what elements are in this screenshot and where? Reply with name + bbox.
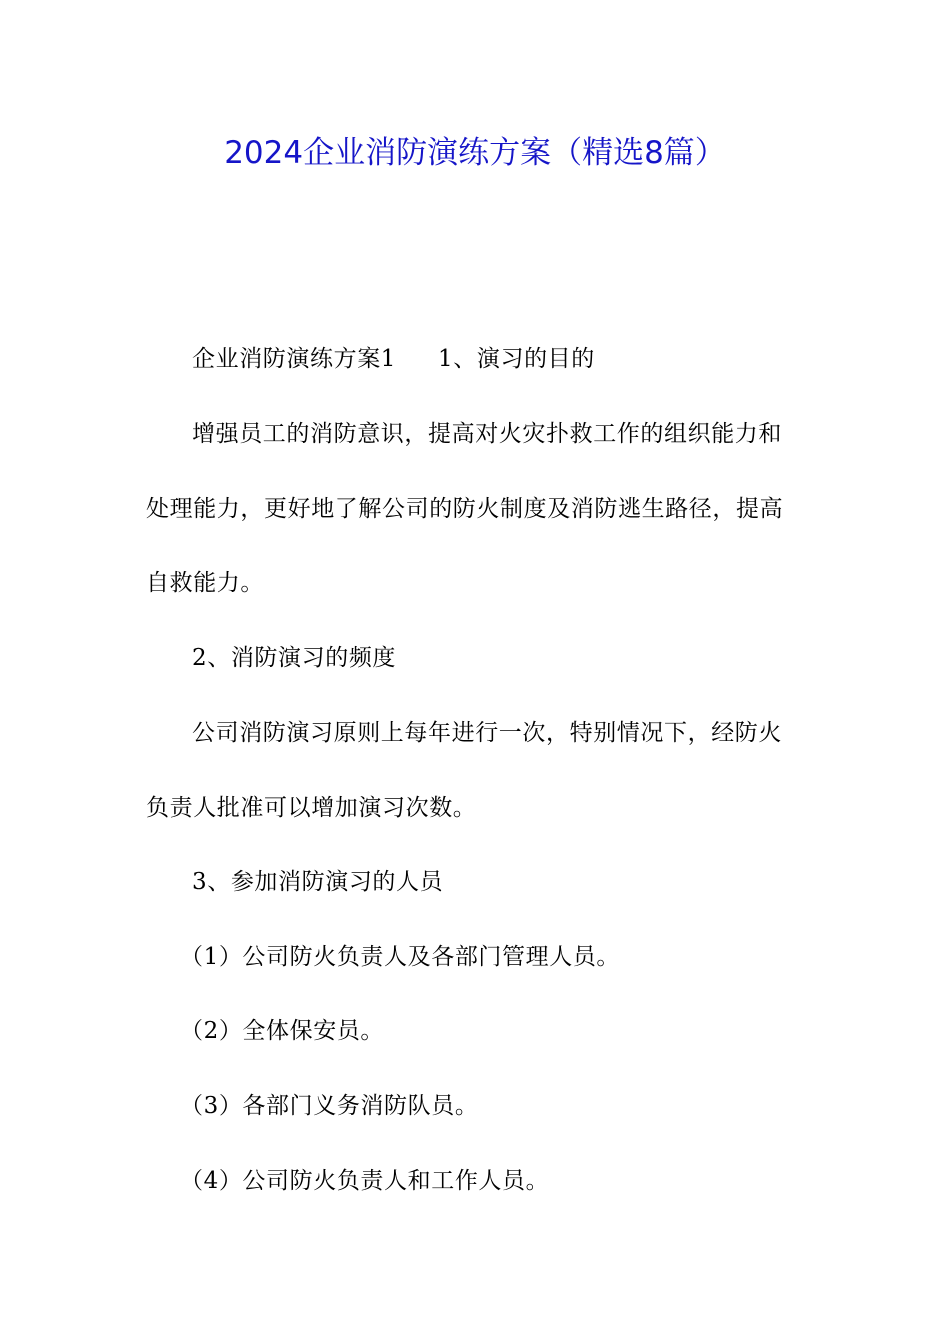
section-2-heading: 2、消防演习的频度 xyxy=(192,645,397,671)
list-item: （4）公司防火负责人和工作人员。 xyxy=(180,1168,550,1194)
section-1-heading: 1、演习的目的 xyxy=(438,346,595,372)
section-1-paragraph-line-2: 处理能力，更好地了解公司的防火制度及消防逃生路径，提高 xyxy=(146,496,784,522)
section-1-paragraph-line-1: 增强员工的消防意识，提高对火灾扑救工作的组织能力和 xyxy=(192,421,782,447)
section-2-paragraph-line-1: 公司消防演习原则上每年进行一次，特别情况下，经防火 xyxy=(192,720,782,746)
plan-heading-line xyxy=(192,343,595,375)
section-3-heading: 3、参加消防演习的人员 xyxy=(192,869,444,895)
section-2-paragraph-line-2: 负责人批准可以增加演习次数。 xyxy=(146,795,477,821)
list-item: （3）各部门义务消防队员。 xyxy=(180,1093,479,1119)
document-title: 2024企业消防演练方案（精选8篇） xyxy=(224,135,726,171)
list-item: （1）公司防火负责人及各部门管理人员。 xyxy=(180,944,621,970)
section-1-paragraph-line-3: 自救能力。 xyxy=(146,570,264,596)
plan-heading: 企业消防演练方案1 xyxy=(192,346,397,372)
list-item: （2）全体保安员。 xyxy=(180,1018,385,1044)
